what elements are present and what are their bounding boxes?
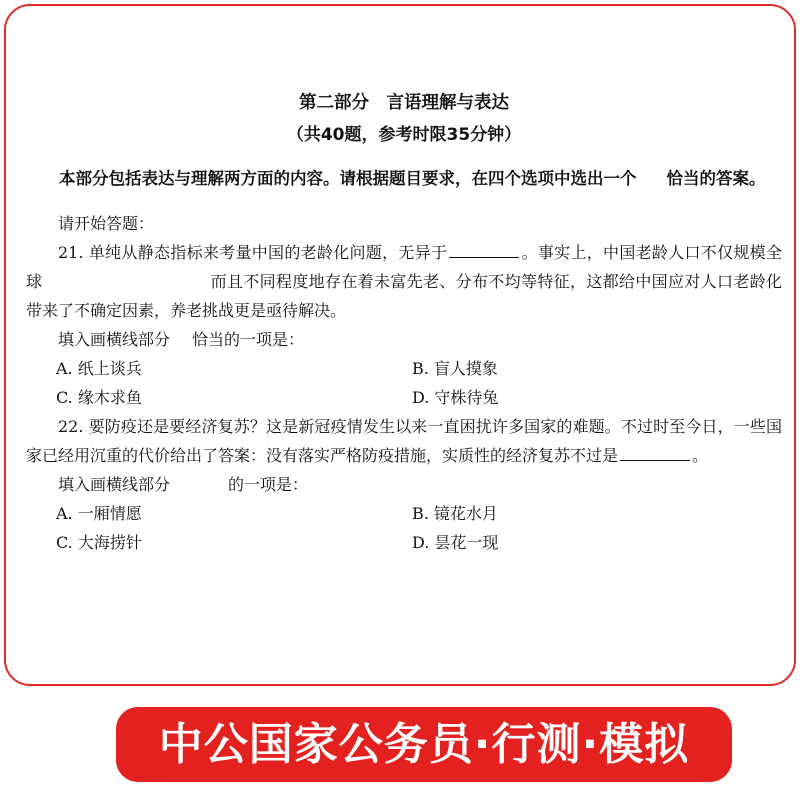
question-22-options — [26, 499, 782, 557]
section-title: 第二部分 言语理解与表达 — [299, 93, 509, 113]
question-21-prompt — [26, 325, 782, 354]
q21-option-d[interactable]: D. 守株待兔 — [412, 388, 499, 407]
intro-text-a: 本部分包括表达与理解两方面的内容。请根据题目要求，在四个选项中选出一个 — [59, 169, 637, 188]
start-prompt: 请开始答题： — [58, 214, 155, 233]
q21-prompt-b: 恰当的一项是： — [192, 330, 305, 349]
q21-stem-b: 。事实上，中国老龄人口不仅规模全球 — [26, 243, 782, 291]
product-banner: 中公国家公务员·行测·模拟 — [116, 707, 732, 782]
section-subtitle: （共40题，参考时限35分钟） — [286, 125, 522, 145]
q21-stem-c: 而且不同程度地存在着未富先老、分布不均等特征，这都给中国应对人口老龄化带来了不确定因素，养老挑战更是亟待解决。 — [26, 272, 782, 320]
q22-stem-b: 。 — [692, 446, 709, 465]
q22-option-d[interactable]: D. 昙花一现 — [412, 533, 499, 552]
q21-blank — [449, 241, 519, 258]
question-22-prompt — [26, 470, 782, 499]
q22-option-a[interactable]: A. 一厢情愿 — [56, 504, 142, 523]
document-content — [26, 90, 782, 557]
q22-prompt-b: 的一项是： — [228, 475, 309, 494]
q21-option-b[interactable]: B. 盲人摸象 — [412, 359, 498, 378]
q22-stem-a: 22. 要防疫还是要经济复苏？这是新冠疫情发生以来一直困扰许多国家的难题。不过时至今日，一些国家已经用沉重的代价给出了答案：没有落实严格防疫措施，实质性的经济复苏不过是 — [26, 417, 782, 465]
question-22-stem — [26, 412, 782, 470]
q21-option-c[interactable]: C. 缘木求鱼 — [56, 388, 142, 407]
section-intro — [26, 164, 782, 193]
question-21-stem — [26, 238, 782, 325]
q21-prompt-a: 填入画横线部分 — [58, 330, 171, 349]
q22-prompt-a: 填入画横线部分 — [58, 475, 171, 494]
q22-option-b[interactable]: B. 镜花水月 — [412, 504, 498, 523]
q21-stem-a: 21. 单纯从静态指标来考量中国的老龄化问题，无异于 — [58, 243, 448, 262]
q22-blank — [620, 444, 690, 461]
intro-text-b: 恰当的答案。 — [666, 169, 766, 188]
question-21-options — [26, 354, 782, 412]
q21-option-a[interactable]: A. 纸上谈兵 — [56, 359, 142, 378]
q22-option-c[interactable]: C. 大海捞针 — [56, 533, 142, 552]
